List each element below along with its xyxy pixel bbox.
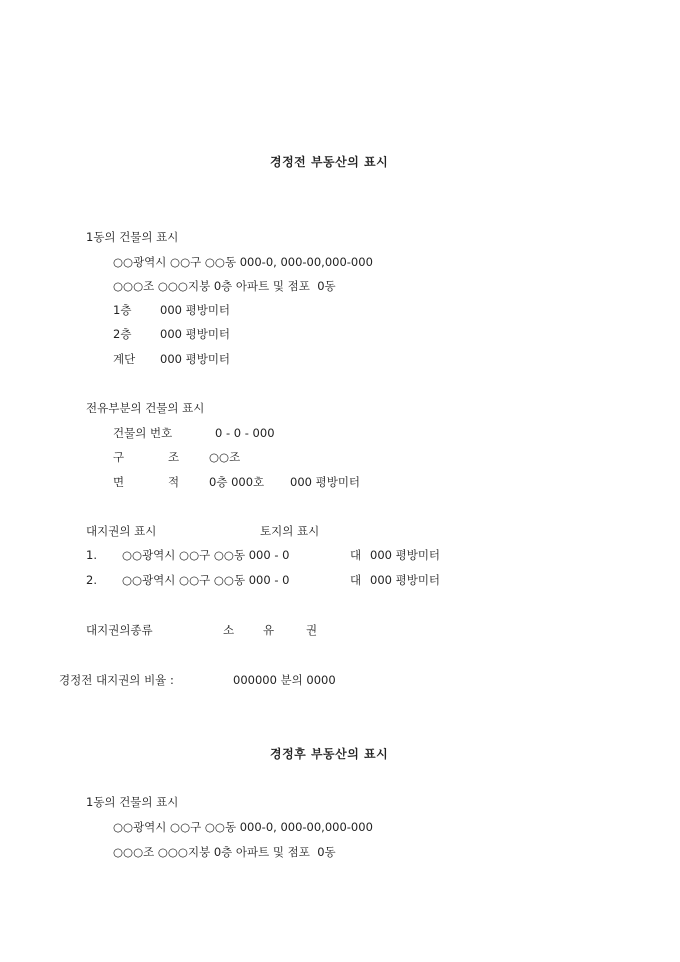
floor-label: 1층: [113, 303, 132, 317]
land-item-type: 대: [350, 548, 362, 562]
land-item-type: 대: [350, 573, 362, 587]
ratio-label: 경정전 대지권의 비율 :: [59, 673, 174, 687]
land-item-number: 2.: [86, 573, 97, 587]
area-label: 면: [113, 475, 125, 489]
floor-label: 계단: [113, 352, 136, 366]
land-right-kind-value: 권: [306, 623, 318, 637]
section-title-before: 경정전 부동산의 표시: [270, 155, 389, 169]
land-right-heading: 대지권의 표시: [86, 524, 157, 538]
land-item-number: 1.: [86, 548, 97, 562]
land-item-area: 000 평방미터: [370, 573, 441, 587]
floor-area: 000 평방미터: [160, 352, 231, 366]
floor-area: 000 평방미터: [160, 303, 231, 317]
building-heading: 1동의 건물의 표시: [86, 230, 179, 244]
building-structure: ○○○조 ○○○지붕 0층 아파트 및 점포 0동: [113, 845, 336, 859]
land-heading: 토지의 표시: [260, 524, 320, 538]
land-item-area: 000 평방미터: [370, 548, 441, 562]
exclusive-heading: 전유부분의 건물의 표시: [86, 401, 205, 415]
area-value: 0층 000호: [209, 475, 265, 489]
structure-label: 조: [168, 450, 180, 464]
floor-area: 000 평방미터: [160, 327, 231, 341]
land-right-kind-label: 대지권의종류: [86, 623, 153, 637]
building-heading: 1동의 건물의 표시: [86, 795, 179, 809]
ratio-value: 000000 분의 0000: [233, 673, 336, 687]
area-size: 000 평방미터: [290, 475, 361, 489]
land-right-kind-value: 유: [263, 623, 275, 637]
building-number-label: 건물의 번호: [113, 426, 173, 440]
land-right-kind-value: 소: [223, 623, 235, 637]
area-label: 적: [168, 475, 180, 489]
building-address: ○○광역시 ○○구 ○○동 000-0, 000-00,000-000: [113, 820, 373, 834]
land-item-address: ○○광역시 ○○구 ○○동 000 - 0: [122, 573, 290, 587]
floor-label: 2층: [113, 327, 132, 341]
building-address: ○○광역시 ○○구 ○○동 000-0, 000-00,000-000: [113, 255, 373, 269]
land-item-address: ○○광역시 ○○구 ○○동 000 - 0: [122, 548, 290, 562]
building-structure: ○○○조 ○○○지붕 0층 아파트 및 점포 0동: [113, 279, 336, 293]
structure-value: ○○조: [209, 450, 241, 464]
building-number-value: 0 - 0 - 000: [215, 426, 275, 440]
structure-label: 구: [113, 450, 125, 464]
section-title-after: 경정후 부동산의 표시: [270, 747, 389, 761]
